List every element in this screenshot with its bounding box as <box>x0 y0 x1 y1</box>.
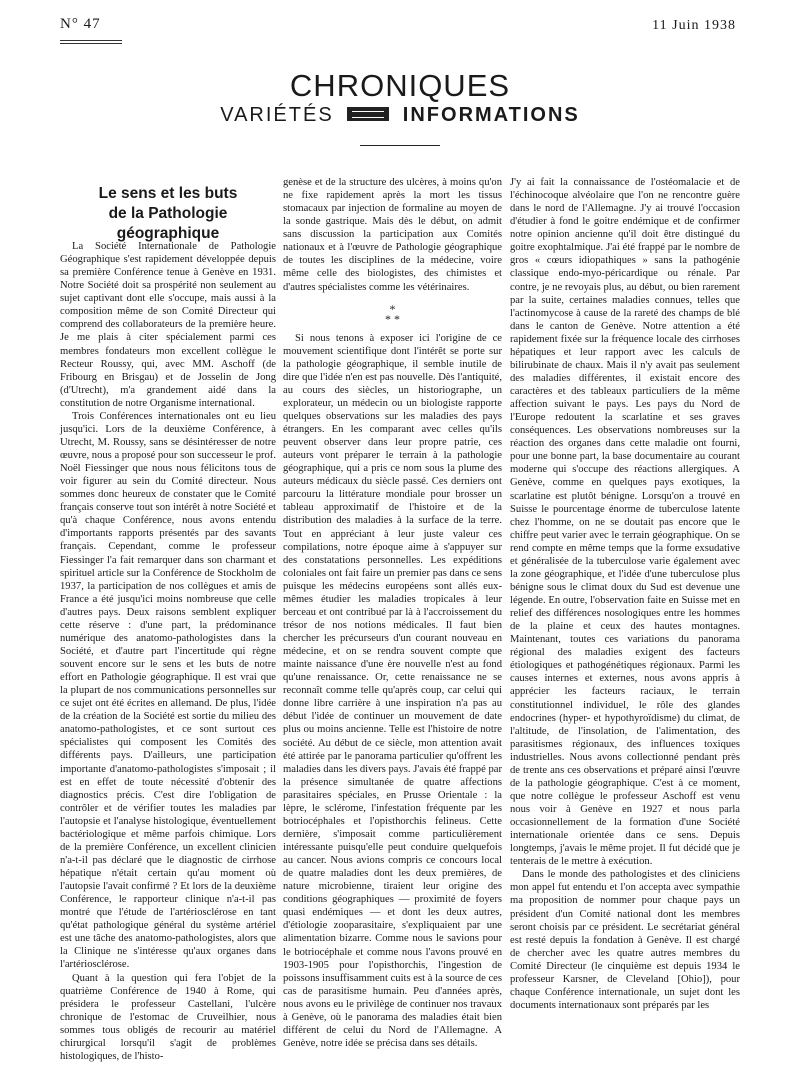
column-1 <box>60 240 276 1063</box>
paragraph: Dans le monde des pathologistes et des cliniciens mon appel fut entendu et l'on accepta avec sympathie ma proposition de nommer pour chaque pays un président d'un Comité national dont les membres seront choisis par ce président. Le secrétariat général est resté depuis la fondation à Genève. Il est chargé de chercher avec les quatre autres membres du Comité Directeur (le cinquième est depuis 1934 le professeur Karsner, de Cleveland [Ohio]), pour chaque Conférence internationale, un sujet dont les documents internationaux sont préparés par les <box>510 869 740 1011</box>
article-title-line2: de la Pathologie géographique <box>108 205 228 242</box>
paragraph: Quant à la question qui fera l'objet de la quatrième Conférence de 1940 à Rome, qui présidera le professeur Castellani, l'ulcère chronique de l'estomac de Cruveilhier, nous sommes tous obligés de recourir au matériel chirurgical lorsqu'il s'agit de problèmes histologiques, de l'histo- <box>60 972 276 1062</box>
paragraph: Trois Conférences internationales ont eu lieu jusqu'ici. Lors de la deuxième Conférence, à Utrecht, M. Roussy, sans se désintéresser de notre œuvre, nous a proposé pour son successeur le prof. Noël Fiessinger que nous nous félicitons tous de voir figurer au sein du Comité directeur. Nous sommes donc heureux de constater que le Comité français conserve tout son intérêt à notre Société et qu'à chaque Conférence, nous avons entendu d'importants rapports présentés par des savants français. Cependant, comme le professeur Fiessinger l'a fait remarquer dans son charmant et spirituel article sur la Conférence de Stockholm de 1937, la participation de nos collègues et amis de France a été jusqu'ici moins nombreuse que celle d'autres pays. Deux raisons semblent expliquer cette réserve : d'une part, la prédominance numérique des anatomo-pathologistes dans la Société, et d'autre part l'incertitude qui règne souvent encore sur le sens et les buts de notre effort en Pathologie géographique. Il est vrai que la plupart de nos communications personnelles sur ce sujet ont été écrites en allemand. De plus, l'idée de la création de la Société est sortie du milieu des anatomo-pathologistes, et ce sont surtout ces spécialistes qui composent les Comités des différents pays. D'ailleurs, une participation importante d'anatomo-pathologistes s'imposait ; il est en effet de toute nécessité d'obtenir des diagnostics précis. C'est dire l'obligation de contrôler et de vérifier toutes les maladies par l'autopsie et l'analyse histologique, éventuellement bactériologique et même parfois chimique. Lors de la première Conférence, un excellent clinicien n'a-t-il pas déclaré que le diagnostic de cirrhose hépatique n'était certain qu'au moment où l'autopsie l'avait confirmé ? Et lors de la deuxième Conférence, le rapporteur clinique n'a-t-il pas montré que l'étude de l'artériosclérose en tant qu'état pathologique général du système artériel est une tâche des anatomo-pathologistes, alors que la Clinique ne s'intéresse qu'aux organes dans l'artériosclérose. <box>60 410 276 971</box>
column-3 <box>510 176 740 1012</box>
article-title <box>60 184 276 244</box>
issue-number: N° 47 <box>60 16 101 32</box>
column-2 <box>283 176 502 1050</box>
paragraph: genèse et de la structure des ulcères, à moins qu'on ne fixe rapidement après la mort les tissus stomacaux par injection de formaline au moyen de la sonde gastrique. Mais dès le début, on admit sans discussion la participation aux Comités nationaux et à l'œuvre de Pathologie géographique de toutes les disciplines de la médecine, voire même celle des biologistes, des chimistes et d'autres spécialistes comme les vétérinaires. <box>283 177 502 293</box>
paragraph: J'y ai fait la connaissance de l'ostéomalacie et de l'échinocoque alvéolaire que l'on ne rencontre guère dans le nord de l'Allemagne. J'y ai trouvé l'occasion d'étudier à fond le goitre endémique et de confirmer notre opinion ancienne qu'il doit être distingué du goitre exophtalmique. J'ai été frappé par le nombre de gros « cœurs idiopathiques » sans la pathogénie classique endo-myo-péricardique ou rénale. Par contre, je ne revoyais plus, au début, ou bien rarement par la suite, certaines maladies connues, telles que l'actinomycose à cause de la rareté des champs de blé dans le canton de Genève. Notre attention a été rapidement fixée sur la fréquence locale des cirrhoses hépatiques et leur rapport avec les calculs de bilirubinate de chaux. Mais il n'y avait pas seulement des maladies différentes, il existait encore des caractères et des tableaux particuliers de la même affection suivant le pays. Les pays du Nord de l'Europe redoutent la scarlatine et ses graves conséquences. Les observations nombreuses sur la réaction des organes dans cette maladie ont fourni, pour une bonne part, la base documentaire au courant moderne qui s'occupe des réactions allergiques. A Genève, comme en quelques pays exotiques, la scarlatine est plutôt bénigne. Lorsqu'on a trouvé en Suisse le pourcentage énorme de tuberculose latente chez l'homme, on ne se doutait pas encore que le chiffre peut varier avec le terrain géographique. On se rend compte en même temps que la forme exsudative et généralisée de la tuberculose varie également avec la zone géographique, et l'idée d'une tuberculose plus bénigne sous le climat doux du Sud est devenue une légende. En outre, l'observation faite en Suisse met en relief des différences nosologiques entre les hommes de la plaine et ceux des hautes montagnes. Maintenant, toutes ces variations du panorama régional des maladies exigent des facteurs étiologiques et pathogénétiques régionaux. Parmi les causes internes et externes, nous avons appris à apprécier les facteurs raciaux, le terrain constitutionnel individuel, le rôle des glandes endocrines (hyper- et hypothyroïdisme) du climat, de l'altitude, de l'insolation, de l'alimentation, des parasitismes régionaux, des influences toxiques industrielles. Nous avons collectionné pendant près de trente ans ces observations et préparé ainsi l'œuvre de la pathologie géographique. C'est à ce moment, que notre collègue le professeur Aschoff est venu nous voir à Genève en 1927 et nous parla occasionnellement de la formation d'une Société internationale orientée dans ce sens. Depuis longtemps, j'avais le même projet. Il fut décidé que je tenterais de le mettre à exécution. <box>510 177 740 868</box>
issue-date: 11 Juin 1938 <box>652 18 736 33</box>
article-title-line1: Le sens et les buts <box>98 185 238 202</box>
paragraph: Si nous tenons à exposer ici l'origine de ce mouvement scientifique dont l'intérêt se porte sur la pathologie géographique, il semble inutile de dire que l'idée n'en est pas nouvelle. Dès l'antiquité, au cours des siècles, un historiographe, un explorateur, un médecin ou un biologiste rapporte quelques observations sur les maladies des pays étrangers. En les comparant avec celles qu'ils peuvent observer dans leur propre patrie, ces auteurs vont préparer le terrain à la pathologie géographique, qui a pris ce nom sous la plume des auteurs médicaux du siècle passé. Ces derniers ont parcouru la littérature mondiale pour brosser un tableau approximatif de l'histoire et de la distribution des maladies à la surface de la terre. Tout en appréciant à leur juste valeur ces compilations, notre époque aime à s'appuyer sur des constatations personnelles. Les expéditions coloniales ont fait faire un premier pas dans ce sens puisque les médecins européens sont allés eux-mêmes étudier les maladies tropicales à leur berceau et ont contribué par là à l'accroissement du trésor de nos notions médicales. Il faut bien chercher les précurseurs d'un courant nouveau en médecine, et on se rendra souvent compte que mainte naissance d'une ère nouvelle n'est au fond qu'une renaissance. Or, cette renaissance ne se reconnaît comme telle qu'après coup, car celui qui donne libre carrière à une inspiration n'a pas au début l'idée de continuer un mouvement de date plus ou moins ancienne. Telle est l'histoire de notre société. Au début de ce siècle, mon attention avait été attirée par le panorama particulier qu'offrent les maladies dans les divers pays. J'avais été frappé par la présence simultanée de quatre affections parasitaires spéciales, en Prusse Orientale : la lèpre, le sclérome, l'infestation fréquente par les botriocéphales et l'opisthorchis felineus. Cette dernière, s'imposait comme particulièrement intéressante puisqu'elle peut conduire quelquefois au cancer. Nous avions compris ce concours local de quatre maladies dont les deux premières, de nature microbienne, tiraient leur origine des conditions géographiques — proximité de foyers quasi endémiques — et dont les deux autres, d'étiologie zooparasitaire, s'expliquaient par une alimentation bizarre. Comme nous le savions pour le botriocéphale et comme nous l'avons prouvé en 1903-1905 pour l'opisthorchis, l'ingestion de poissons insuffisamment cuits est à la source de ces cas de parasitisme humain. Peu d'années après, nous avons eu le privilège de continuer nos travaux à Genève, où le panorama des maladies était bien différent de celui du Nord de l'Allemagne. A Genève, notre idée se précisa dans ses détails. <box>283 332 502 1049</box>
header-rule <box>60 40 122 44</box>
subtitle-left: VARIÉTÉS <box>220 104 334 126</box>
paragraph: La Société Internationale de Pathologie Géographique s'est rapidement développée depuis sa première Conférence tenue à Genève en 1931. Notre Société doit sa prospérité non seulement au sujet captivant dont elle s'occupe, mais aussi à la composition même de son Comité Directeur qui comprend des collaborateurs de la première heure. Je me plais à citer spécialement parmi ces membres fondateurs mon excellent collègue le Recteur Roussy, qui, avec MM. Aschoff (de Fribourg en Brisgau) et de Josselin de Jong (d'Utrecht), m'a grandement aidé dans la constitution de notre Organisme international. <box>60 241 276 409</box>
subtitle-right: INFORMATIONS <box>402 104 580 126</box>
section-title: CHRONIQUES <box>289 68 511 103</box>
ornament-icon <box>347 107 389 121</box>
section-break-stars: * * * <box>385 301 400 326</box>
title-rule <box>360 145 440 146</box>
section-subtitle <box>0 104 800 127</box>
